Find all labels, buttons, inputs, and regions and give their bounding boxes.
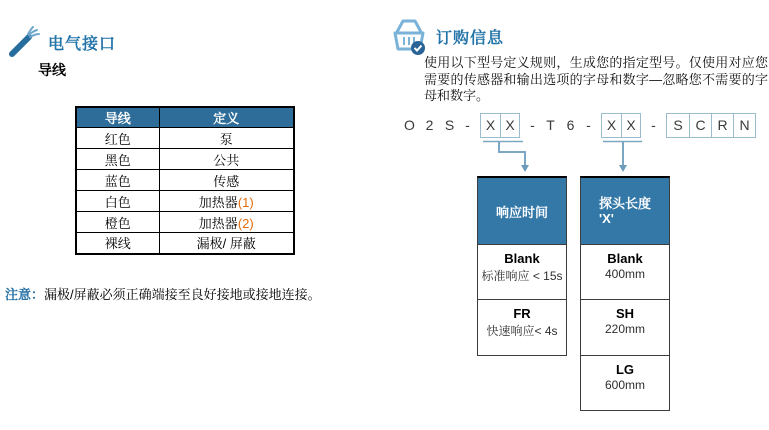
definition-cell: 漏极/ 屏蔽: [159, 233, 294, 254]
model-dash: -: [651, 117, 656, 133]
option-code: SH: [615, 306, 635, 321]
definition-column-header: 定义: [159, 107, 294, 128]
response-time-header: 响应时间: [478, 178, 566, 244]
model-char: T: [546, 117, 555, 133]
option-desc: 400mm: [604, 267, 645, 281]
probe-length-code-box: [601, 113, 641, 138]
probe-length-header-line1: 探头长度: [598, 196, 651, 211]
model-char: 6: [566, 117, 575, 133]
option-row: [478, 244, 566, 299]
response-time-code-box: [480, 113, 520, 138]
option-desc: 快速响应< 4s: [486, 324, 558, 338]
connector-arrows: [470, 138, 690, 176]
model-scrn-cell: S: [673, 117, 683, 133]
ordering-section-header: [390, 16, 504, 56]
model-x-cell: X: [485, 117, 496, 133]
option-desc: 600mm: [604, 378, 645, 392]
wire-cell: 橙色: [76, 212, 159, 233]
model-char: O: [404, 117, 415, 133]
section-title-electrical: 电气接口: [48, 35, 117, 53]
option-desc: 标准响应 < 15s: [481, 269, 563, 283]
probe-length-header-line2: 'X': [598, 211, 614, 226]
model-scrn-cell: R: [711, 114, 733, 137]
footnote-ref: (2): [237, 215, 254, 231]
table-row: [76, 170, 294, 191]
model-scrn-cell: C: [689, 114, 711, 137]
option-code: LG: [615, 362, 635, 377]
wire-cell: 黑色: [76, 149, 159, 170]
model-x-cell: X: [606, 117, 617, 133]
shopping-basket-icon: [390, 16, 428, 56]
table-row: [76, 128, 294, 149]
definition-cell: 加热器(1): [159, 191, 294, 212]
wire-table-header-row: [76, 107, 294, 128]
caution-note-label: 注意：: [5, 287, 45, 302]
model-dash: -: [465, 117, 470, 133]
caution-note: [5, 284, 321, 303]
model-char: S: [444, 117, 455, 133]
model-char: 2: [425, 117, 434, 133]
definition-cell: 传感: [159, 170, 294, 191]
scrn-code-box: [666, 113, 756, 138]
table-row: [76, 149, 294, 170]
probe-length-table: [580, 176, 670, 411]
cable-icon: [8, 26, 40, 58]
wire-cell: 蓝色: [76, 170, 159, 191]
definition-cell: 公共: [159, 149, 294, 170]
option-row: [581, 299, 669, 355]
table-row: [76, 191, 294, 212]
definition-cell: 加热器(2): [159, 212, 294, 233]
model-x-cell: X: [621, 114, 640, 137]
option-row: [581, 244, 669, 299]
wires-subtitle: 导线: [38, 62, 66, 78]
table-row: [76, 212, 294, 233]
electrical-section-header: [8, 26, 116, 58]
option-code: Blank: [504, 251, 540, 266]
definition-cell: 泵: [159, 128, 294, 149]
model-x-cell: X: [500, 114, 519, 137]
option-row: [478, 299, 566, 355]
section-title-ordering: 订购信息: [436, 29, 505, 47]
option-code: FR: [513, 306, 531, 321]
ordering-intro-text: 使用以下型号定义规则，生成您的指定型号。仅使用对应您需要的传感器和输出选项的字母和数字—忽略您不需要的字母和数字。: [424, 55, 768, 103]
model-number: [404, 112, 756, 138]
footnote-ref: (1): [237, 194, 254, 210]
wire-column-header: 导线: [76, 107, 159, 128]
table-row: [76, 233, 294, 254]
response-time-table: [477, 176, 567, 356]
model-scrn-cell: N: [733, 114, 755, 137]
wire-cell: 红色: [76, 128, 159, 149]
option-code: Blank: [607, 251, 643, 266]
wire-definition-table: [75, 106, 295, 255]
wire-cell: 裸线: [76, 233, 159, 254]
option-row: [581, 355, 669, 410]
option-desc: 220mm: [604, 322, 645, 336]
caution-note-text: 漏极/屏蔽必须正确端接至良好接地或接地连接。: [44, 287, 321, 302]
wire-cell: 白色: [76, 191, 159, 212]
model-dash: -: [530, 117, 535, 133]
model-dash: -: [586, 117, 591, 133]
probe-length-header: [581, 178, 669, 244]
